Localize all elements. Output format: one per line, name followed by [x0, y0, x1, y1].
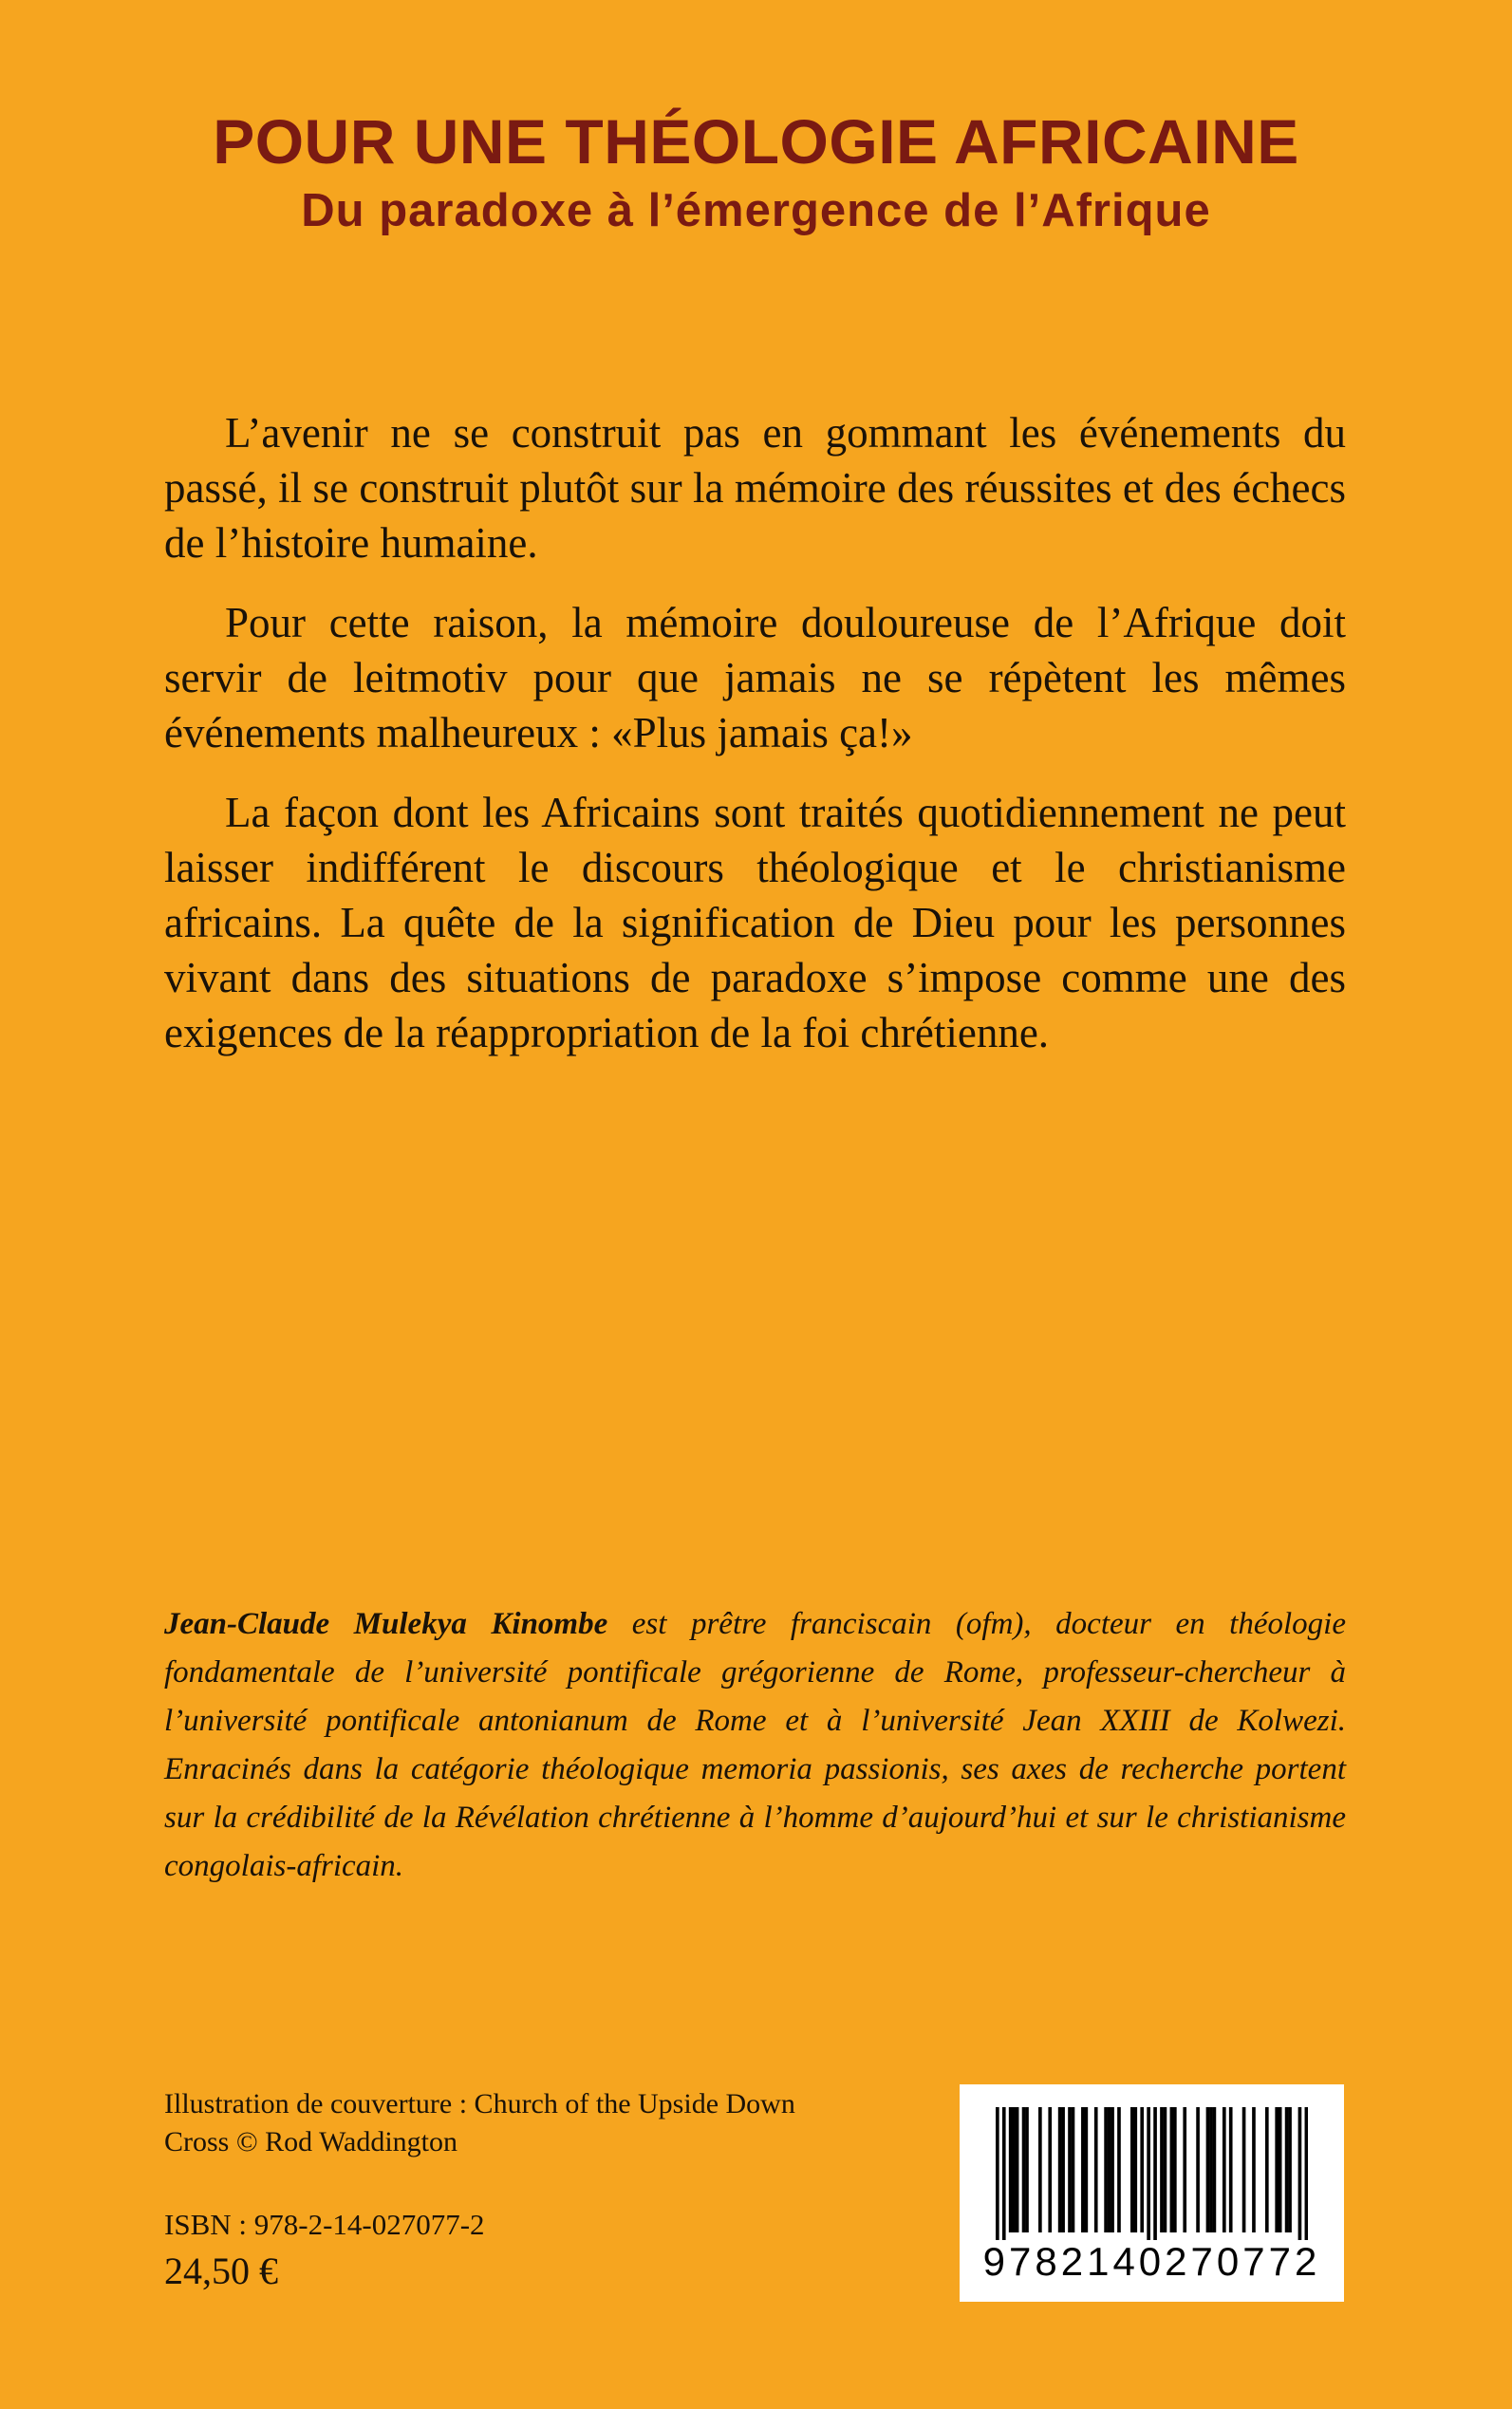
barcode-bar [1061, 2107, 1065, 2232]
barcode-bar [1081, 2107, 1085, 2232]
barcode-bar [1213, 2107, 1217, 2232]
barcode-bar [1160, 2107, 1164, 2232]
barcode-bar [1279, 2107, 1282, 2232]
barcode-bar [1164, 2107, 1167, 2232]
barcode-bar [1058, 2107, 1062, 2232]
barcode-bar [1209, 2107, 1213, 2232]
blurb-paragraph: Pour cette raison, la mémoire douloureuse de l’Afrique doit servir de leitmotiv pour que jamais ne se répètent les mêmes événements malheureux : «Plus jamais ça!» [164, 599, 1346, 756]
barcode-bar [1223, 2107, 1226, 2232]
barcode-bar [1206, 2107, 1210, 2232]
barcode-bar [1108, 2107, 1111, 2232]
barcode-bar [1012, 2107, 1016, 2232]
barcode-bar [1265, 2107, 1269, 2232]
barcode-bar [1068, 2107, 1072, 2232]
barcode-bar [1196, 2107, 1200, 2232]
barcode [960, 2084, 1344, 2302]
barcode-bar [1104, 2107, 1108, 2232]
barcode-bar [1133, 2107, 1137, 2232]
author-bio-text: est prêtre franciscain (ofm), docteur en théologie fondamentale de l’université pontificale grégorienne de Rome, professeur-chercheur à l’université pontificale antonianum de Rome et à l’université Jean XXIII de Kolwezi. Enracinés dans la catégorie théologique memoria passionis, ses axes de recherche portent sur la crédibilité de la Révélation chrétienne à l’homme d’aujourd’hui et sur le christianisme congolais-africain. [164, 1607, 1346, 1883]
barcode-bar [1016, 2107, 1019, 2232]
barcode-bar [1183, 2107, 1186, 2232]
barcode-bar [1298, 2107, 1302, 2240]
barcode-number: 9782140270772 [982, 2239, 1321, 2284]
barcode-bar [996, 2107, 999, 2240]
barcode-bar [1072, 2107, 1075, 2232]
author-bio [164, 1600, 1346, 1891]
barcode-bar [1130, 2107, 1134, 2232]
barcode-bar [1022, 2107, 1026, 2232]
barcode-bar [1147, 2107, 1150, 2240]
barcode-bars [996, 2107, 1308, 2240]
credits-line: Illustration de couverture : Church of the Upside Down [164, 2088, 795, 2120]
barcode-bar [1275, 2107, 1279, 2232]
barcode-bar [1252, 2107, 1256, 2232]
barcode-bar [1111, 2107, 1114, 2232]
blurb-paragraph: La façon dont les Africains sont traités quotidiennement ne peut laisser indifférent le discours théologique et le christianisme africains. La quête de la signification de Dieu pour les personnes vivant dans des situations de paradoxe s’impose comme une des exigences de la réappropriation de la foi chrétienne. [164, 789, 1346, 1056]
book-subtitle: Du paradoxe à l’émergence de l’Afrique [301, 185, 1211, 236]
barcode-bar [1085, 2107, 1089, 2232]
barcode-bar [1285, 2107, 1289, 2232]
isbn: ISBN : 978-2-14-027077-2 [164, 2208, 485, 2241]
back-cover-blurb [164, 405, 1346, 1085]
book-title: POUR UNE THÉOLOGIE AFRICAINE [213, 106, 1299, 177]
barcode-bar [1048, 2107, 1052, 2232]
barcode-bar [1094, 2107, 1098, 2232]
barcode-bar [1170, 2107, 1174, 2232]
barcode-bar [1002, 2107, 1006, 2240]
barcode-bar [1140, 2107, 1144, 2232]
barcode-bar [1305, 2107, 1308, 2240]
barcode-bar [1242, 2107, 1246, 2232]
barcode-bar [1117, 2107, 1121, 2232]
illustration-credits [164, 2085, 905, 2161]
author-name: Jean-Claude Mulekya Kinombe [164, 1607, 608, 1641]
barcode-bar [1288, 2107, 1292, 2232]
blurb-paragraph: L’avenir ne se construit pas en gommant les événements du passé, il se construit plutôt sur la mémoire des réussites et des échecs de l’histoire humaine. [164, 409, 1346, 567]
barcode-bar [1038, 2107, 1042, 2232]
credits-line: Cross © Rod Waddington [164, 2126, 458, 2157]
barcode-bar [1229, 2107, 1233, 2232]
barcode-bar [1153, 2107, 1157, 2240]
barcode-bar [1173, 2107, 1177, 2232]
barcode-bar [1025, 2107, 1029, 2232]
barcode-bar [1009, 2107, 1013, 2232]
price: 24,50 € [164, 2250, 278, 2292]
